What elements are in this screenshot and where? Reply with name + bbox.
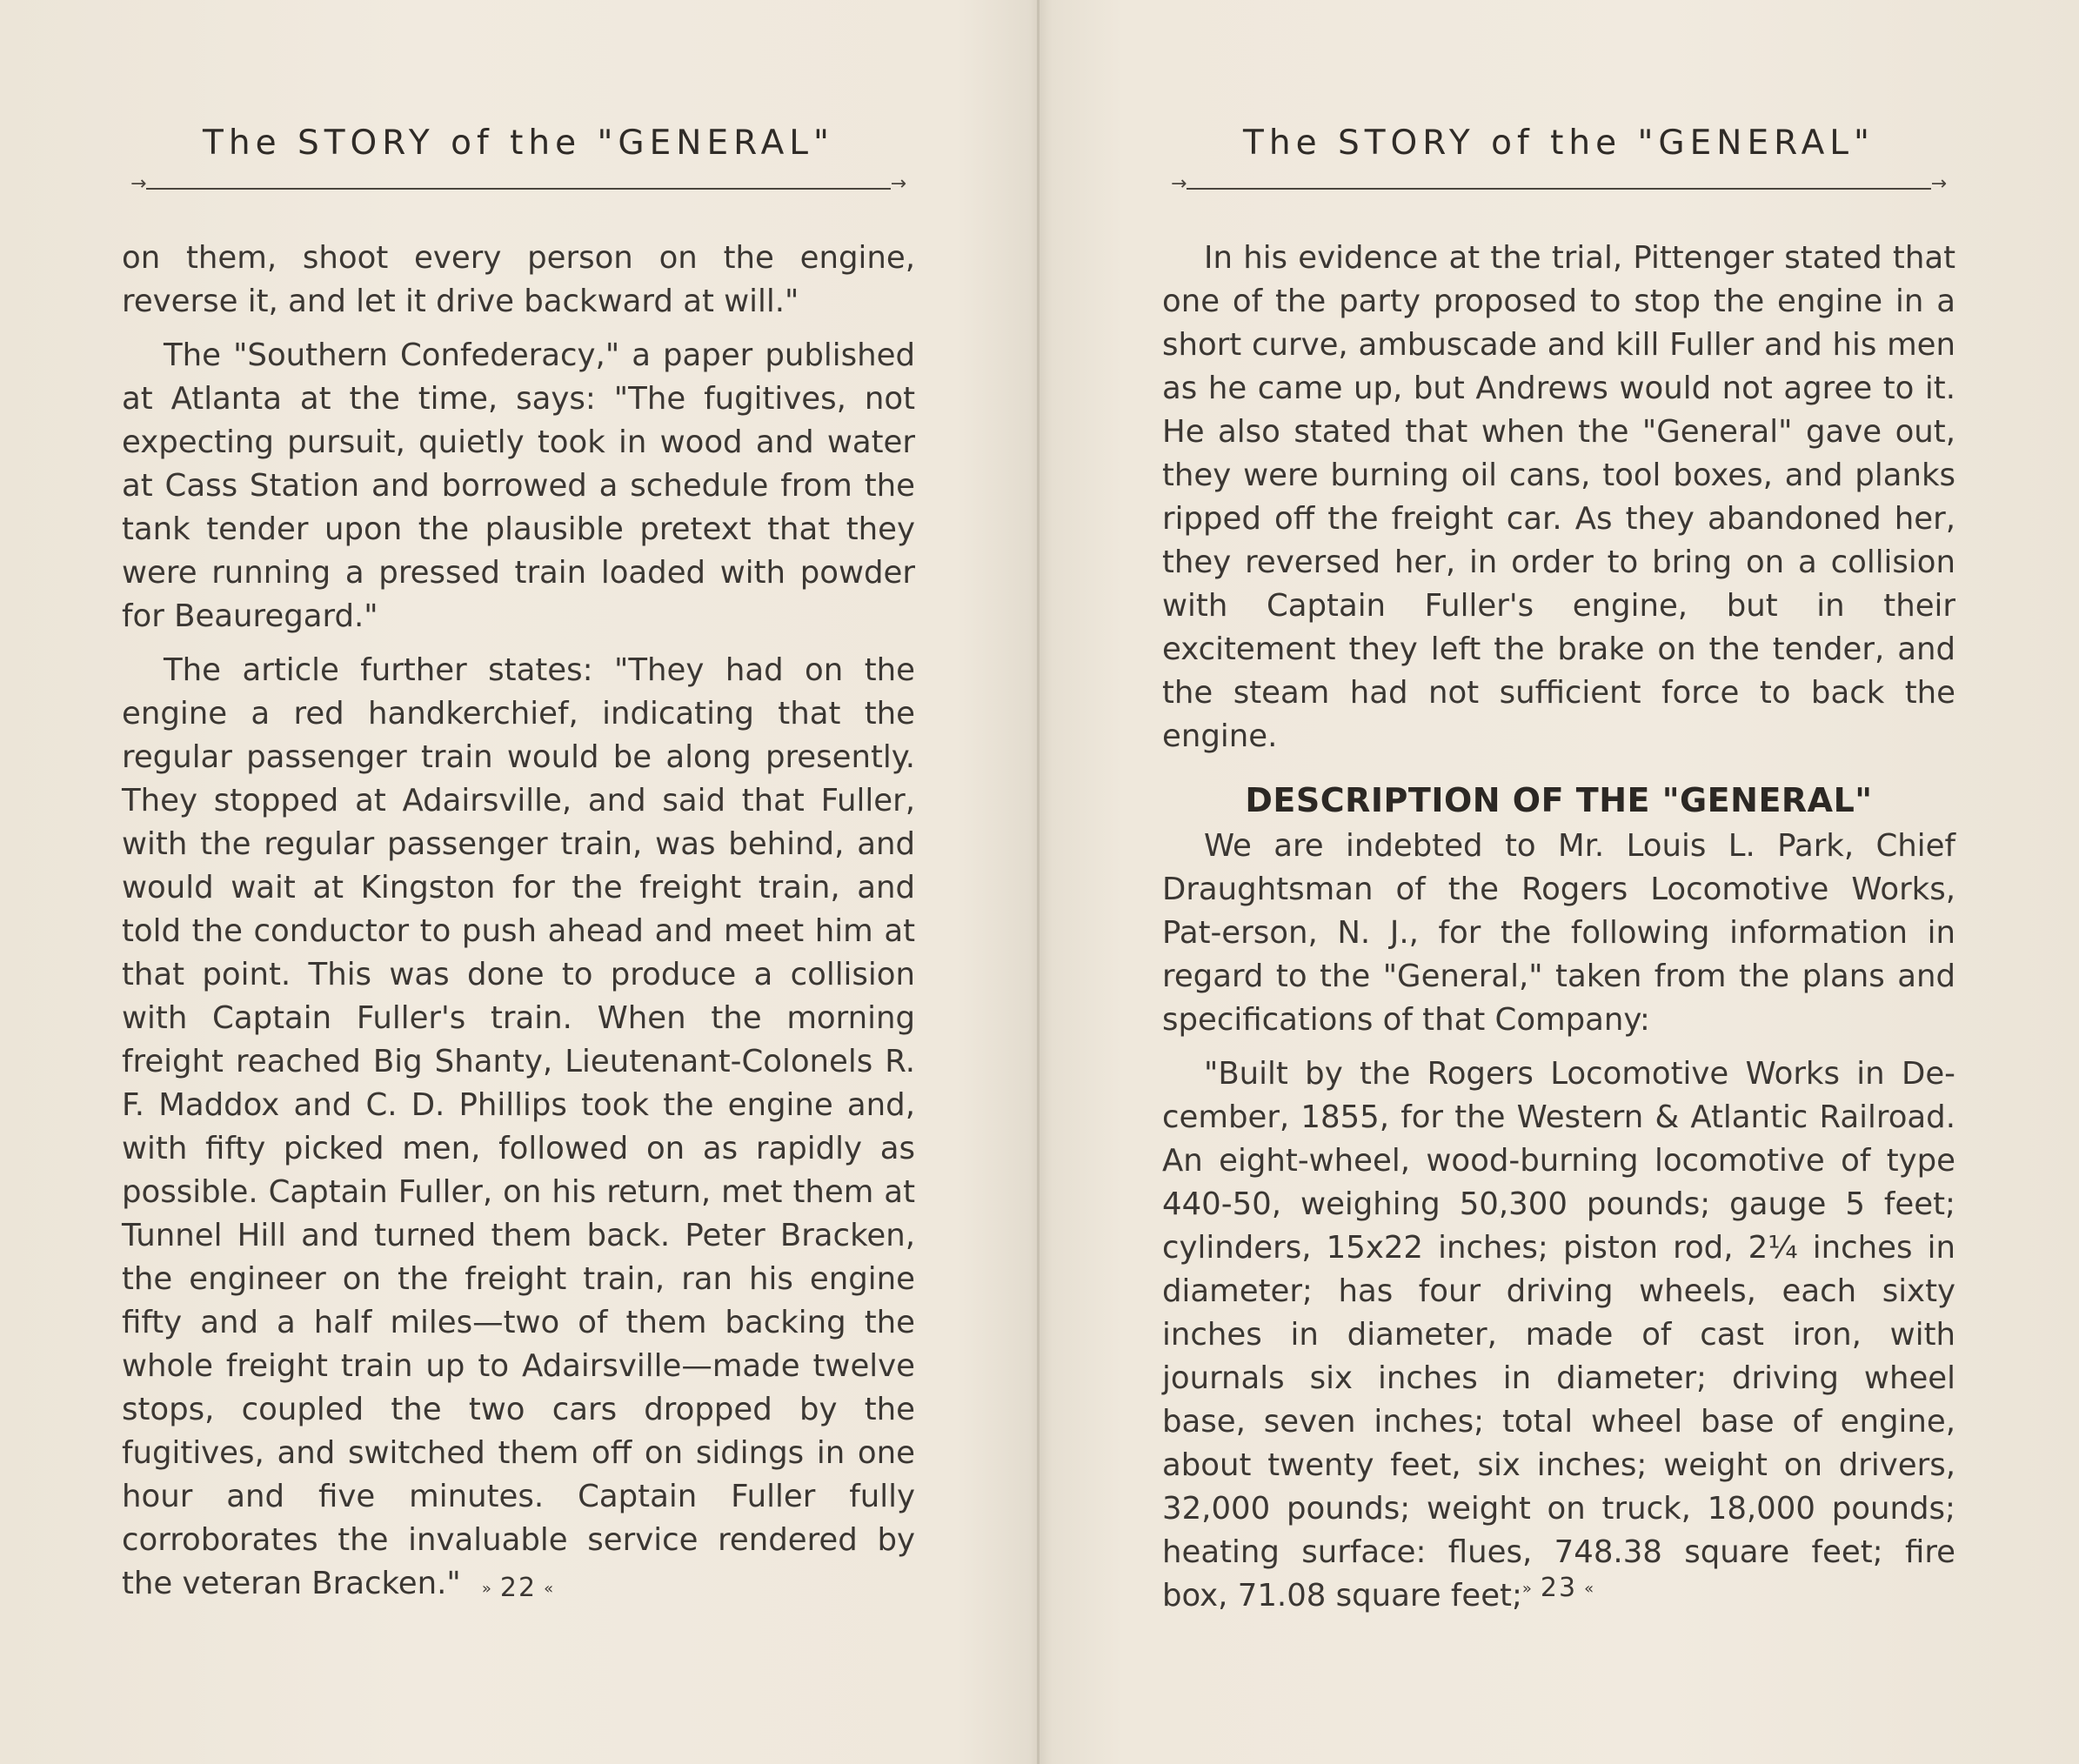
- rule-line: [1187, 188, 1931, 190]
- rule-arrow-right-icon: →: [890, 173, 906, 195]
- page-number: 23: [1540, 1573, 1578, 1603]
- paragraph: In his evidence at the trial, Pittenger stated that one of the party proposed to stop the engine in a short curve, ambuscade and kill Fuller and his men as he came up, but Andrews would not agree to it. He also stated that when the "General" gave out, they were burning oil cans, tool boxes, and planks ripped off the freight car. As they abandoned her, they reversed her, in order to bring on a collision with Captain Fuller's engine, but in their excitement they left the brake on the tender, and the steam had not sufficient force to back the engine.: [1162, 240, 1955, 754]
- folio-ornament-icon: «: [1584, 1580, 1596, 1598]
- paragraph: The article further states: "They had on the engine a red handkerchief, indicating that the regular passenger train would be along presently. They stopped at Adairsville, and said that Fuller, with the regular passenger train, was behind, and would wait at Kingston for the freight train, and told the conductor to push ahead and meet him at that point. This was done to produce a collision with Captain Fuller's train. When the morning freight reached Big Shanty, Lieutenant-Colonels R. F. Maddox and C. D. Phillips took the engine and, with fifty picked men, followed on as rapidly as possible. Captain Fuller, on his return, met them at Tunnel Hill and turned them back. Peter Bracken, the engineer on the freight train, ran his engine fifty and a half miles—two of them backing the whole freight train up to Adairsville—made twelve stops, coupled the two cars dropped by the fugitives, and switched them off on sidings in one hour and five minutes. Captain Fuller fully corroborates the invaluable service rendered by the veteran Bracken.": [122, 652, 915, 1601]
- book-gutter: [1037, 0, 1040, 1764]
- folio-ornament-icon: »: [1521, 1580, 1534, 1598]
- page-number: 22: [499, 1573, 538, 1603]
- left-page-body: [122, 237, 915, 1616]
- paragraph: "Built by the Rogers Locomotive Works in De-cember, 1855, for the Western & Atlantic Railroad. An eight-wheel, wood-burning locomotive of type 440-50, weighing 50,300 pounds; gauge 5 feet; cylinders, 15x22 inches; piston rod, 2¼ inches in diameter; has four driving wheels, each sixty inches in diameter, made of cast iron, with journals six inches in diameter; driving wheel base, seven inches; total wheel base of engine, about twenty feet, six inches; weight on drivers, 32,000 pounds; weight on truck, 18,000 pounds; heating surface: flues, 748.38 square feet; fire box, 71.08 square feet;: [1162, 1056, 1955, 1614]
- paragraph: We are indebted to Mr. Louis L. Park, Chief Draughtsman of the Rogers Locomotive Works, Pat-erson, N. J., for the following information in regard to the "General," taken from the plans and specifications of that Company:: [1162, 828, 1955, 1038]
- paragraph: on them, shoot every person on the engine, reverse it, and let it drive backward at will.": [122, 240, 915, 319]
- left-page: [122, 0, 915, 1764]
- header-rule-left: [130, 173, 906, 195]
- folio-ornament-icon: »: [481, 1580, 493, 1598]
- folio-ornament-icon: «: [544, 1580, 556, 1598]
- right-page: [1162, 0, 1955, 1764]
- rule-line: [146, 188, 891, 190]
- rule-arrow-left-icon: →: [130, 173, 147, 195]
- page-number-right: [1162, 1573, 1955, 1603]
- paragraph: The "Southern Confederacy," a paper published at Atlanta at the time, says: "The fugitives, not expecting pursuit, quietly took in wood and water at Cass Station and borrowed a schedule from the tank tender upon the plausible pretext that they were running a pressed train loaded with powder for Beauregard.": [122, 337, 915, 634]
- right-page-body: [1162, 237, 1955, 1628]
- running-head-left: The STORY of the "GENERAL": [203, 124, 834, 163]
- page-number-left: [122, 1573, 915, 1603]
- header-rule-right: [1171, 173, 1947, 195]
- section-heading: DESCRIPTION OF THE "GENERAL": [1245, 781, 1873, 819]
- running-head-right: The STORY of the "GENERAL": [1243, 124, 1875, 163]
- rule-arrow-left-icon: →: [1171, 173, 1187, 195]
- rule-arrow-right-icon: →: [1930, 173, 1947, 195]
